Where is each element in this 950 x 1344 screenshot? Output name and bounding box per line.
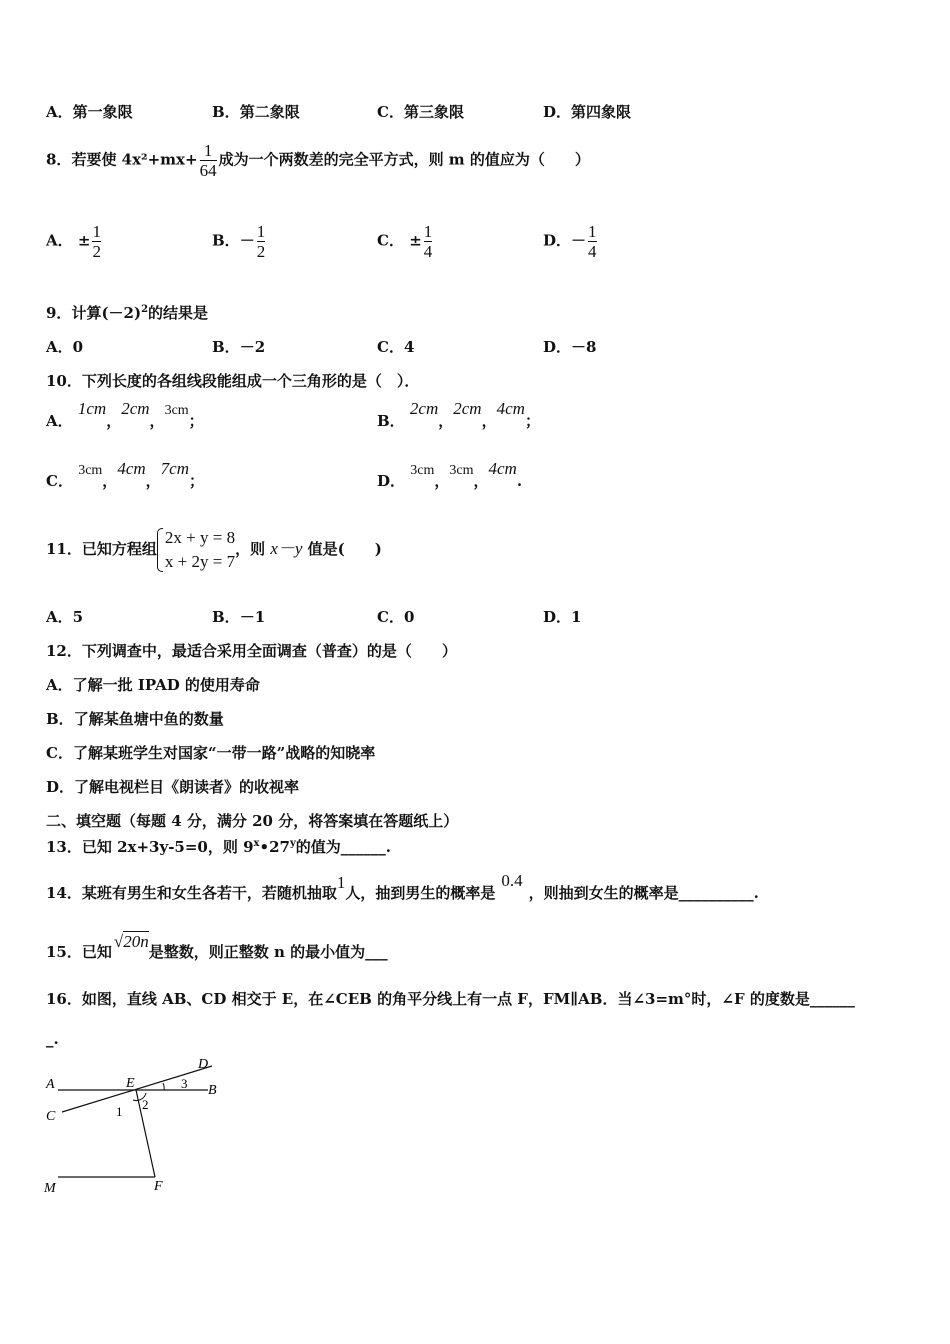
label-e: E [126, 1076, 135, 1091]
q8-option-d: D．－ $\frac{1}{4}$ [543, 222, 597, 261]
label-d: D [198, 1057, 209, 1072]
q16-stem: 16．如图，直线 AB、CD 相交于 E，在∠CEB 的角平分线上有一点 F，FM∥AB．当∠3=m°时，∠F 的度数是______ [46, 990, 855, 1008]
q15-stem: 15．已知√20n是整数，则正整数 n 的最小值为___ [46, 932, 388, 961]
q10-option-d: D． 3cm，3cm，4cm. [377, 459, 523, 490]
q8-fraction: $\frac{1}{64}$ [199, 141, 217, 180]
line-cd [62, 1066, 212, 1112]
q7-option-b: B．第二象限 [212, 103, 300, 121]
label-angle-3: 3 [181, 1076, 188, 1091]
q8-option-c: C． ± $\frac{1}{4}$ [377, 222, 433, 261]
q12-option-c: C．了解某班学生对国家“一带一路”战略的知晓率 [46, 744, 376, 762]
q12-option-b: B．了解某鱼塘中鱼的数量 [46, 710, 224, 728]
q11-option-d: D．1 [543, 608, 582, 626]
angle-arc-3 [163, 1083, 164, 1090]
q8-option-b: B．－ $\frac{1}{2}$ [212, 222, 266, 261]
q9-option-d: D．－8 [543, 338, 597, 356]
label-angle-2: 2 [142, 1097, 149, 1112]
q9-option-b: B．－2 [212, 338, 266, 356]
q11-stem: 11．已知方程组 2x + y = 8 x + 2y = 7 ，则 x－y 值是( ) [46, 523, 382, 575]
q7-option-a: A．第一象限 [46, 103, 133, 121]
q11-option-c: C．0 [377, 608, 415, 626]
q10-option-a: A． 1cm，2cm，3cm； [46, 399, 204, 430]
q13-stem: 13．已知 2x+3y-5=0，则 9$^x$•27$^y$的值为______. [46, 838, 392, 856]
label-m: M [44, 1181, 56, 1196]
q12-option-d: D．了解电视栏目《朗读者》的收视率 [46, 778, 300, 796]
label-angle-1: 1 [116, 1104, 123, 1119]
q12-stem: 12．下列调查中，最适合采用全面调查（普查）的是（ ） [46, 642, 457, 660]
q11-option-a: A．5 [46, 608, 84, 626]
q14-stem: 14．某班有男生和女生各若干，若随机抽取1人，抽到男生的概率是0.4，则抽到女生的概率是__________. [46, 871, 759, 902]
q9-option-a: A．0 [46, 338, 84, 356]
label-f: F [154, 1179, 163, 1194]
q8-stem: 8．若要使 4x²+mx+ $\frac{1}{64}$ 成为一个两数差的完全平方式，则 m 的值应为（ ） [46, 141, 590, 180]
section-heading: 二、填空题（每题 4 分，满分 20 分，将答案填在答题纸上） [46, 812, 459, 830]
q10-option-b: B． 2cm，2cm，4cm； [377, 399, 540, 430]
q12-option-a: A．了解一批 IPAD 的使用寿命 [46, 676, 260, 694]
label-b: B [208, 1083, 217, 1098]
q11-option-b: B．－1 [212, 608, 266, 626]
q7-option-c: C．第三象限 [377, 103, 464, 121]
q7-option-d: D．第四象限 [543, 103, 632, 121]
q9-stem: 9．计算$(-2)^2$的结果是 [46, 304, 209, 322]
geometry-figure [40, 1050, 240, 1200]
q10-option-c: C． 3cm，4cm，7cm； [46, 459, 204, 490]
q11-equation-system: 2x + y = 8 x + 2y = 7 [157, 526, 235, 574]
label-c: C [46, 1109, 56, 1124]
q10-stem: 10．下列长度的各组线段能组成一个三角形的是（ ）． [46, 372, 420, 390]
q8-option-a: A． ± $\frac{1}{2}$ [46, 222, 101, 261]
q16-blank-continuation: _. [46, 1030, 59, 1048]
q15-radical: √20n [113, 932, 149, 951]
q9-option-c: C．4 [377, 338, 415, 356]
label-a: A [46, 1077, 55, 1092]
